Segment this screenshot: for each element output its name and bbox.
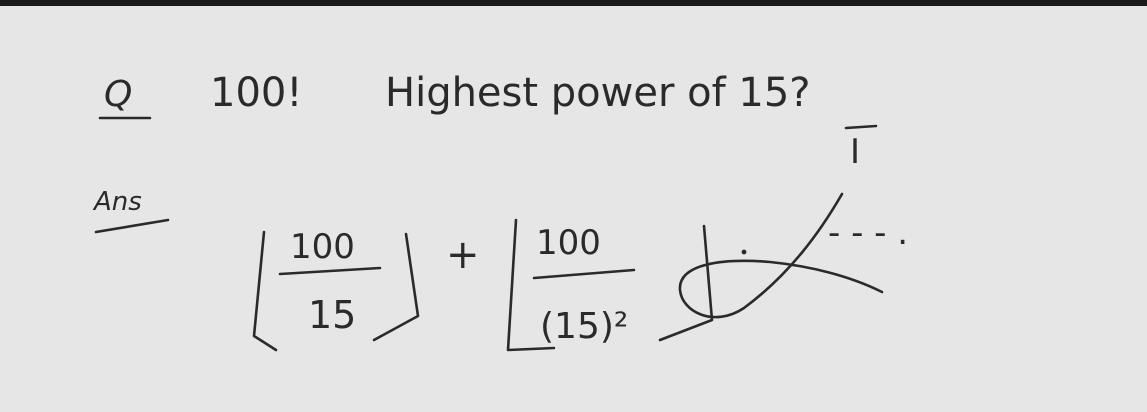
term2-fraction-bar (534, 270, 634, 278)
continuation-dashes: - - - . (828, 213, 909, 253)
annotation-overline (846, 126, 876, 128)
question-factorial: 100! (210, 70, 303, 116)
term1-numerator: 100 (290, 227, 355, 267)
term2-right-bracket (660, 226, 712, 340)
term1-denominator: 15 (308, 293, 357, 337)
term1-right-bracket (374, 234, 418, 340)
answer-label: Ans (94, 187, 142, 217)
term2-numerator: 100 (536, 223, 601, 263)
plus-sign: + (446, 232, 480, 278)
term1-fraction-bar (280, 268, 380, 274)
annotation-mark: I (850, 132, 861, 172)
answer-label-underline (96, 220, 168, 232)
whiteboard-canvas (0, 6, 1147, 412)
handwriting-layer (0, 6, 1147, 412)
term2-denominator: (15)² (540, 306, 629, 347)
question-label: Q (104, 74, 133, 115)
term1-left-bracket (254, 232, 276, 350)
ink-dot (742, 250, 747, 255)
question-text: Highest power of 15? (385, 70, 811, 116)
